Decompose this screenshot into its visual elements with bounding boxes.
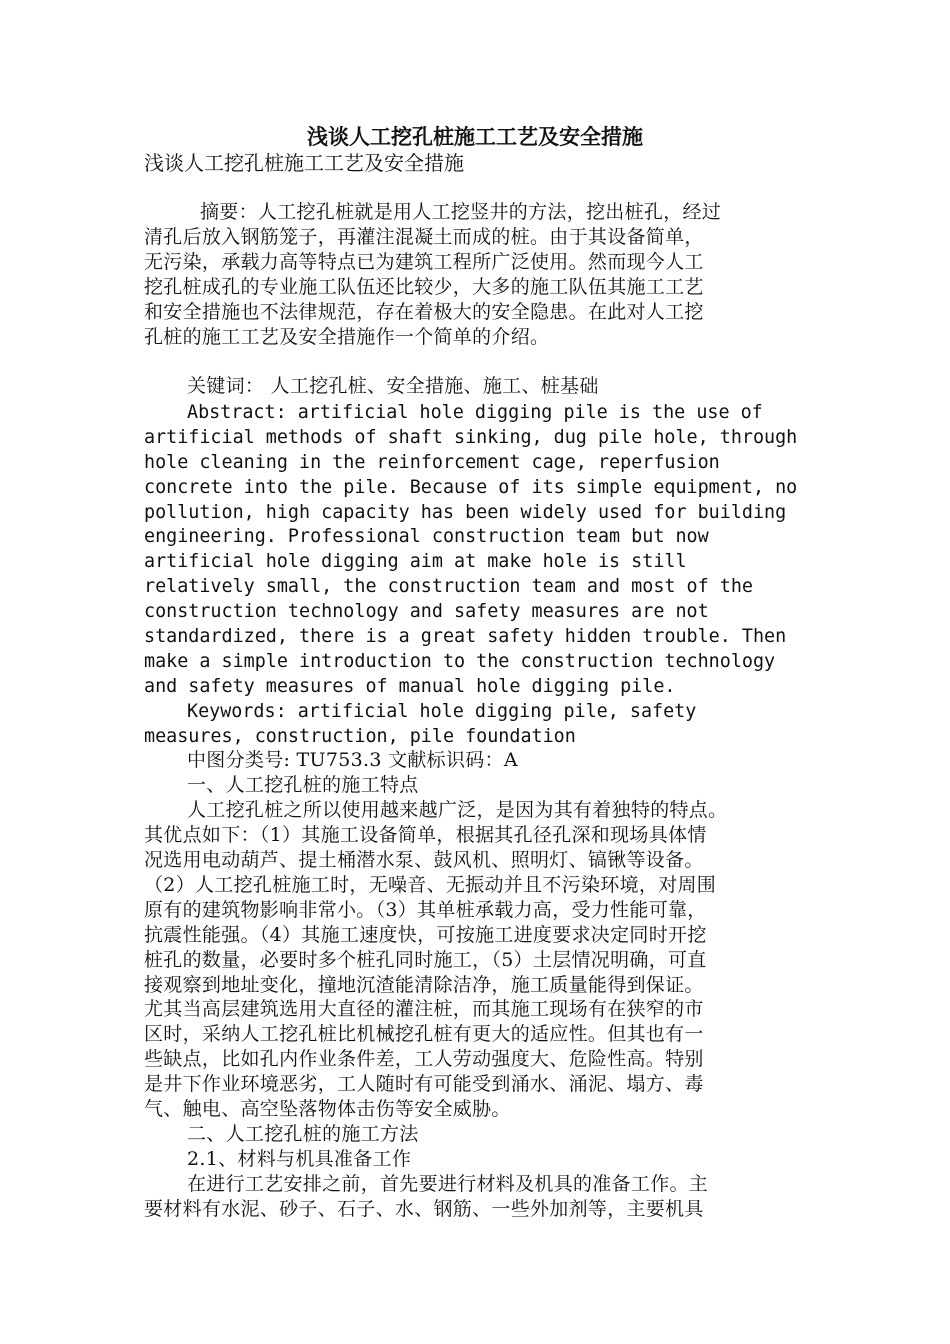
body-line: 桩孔的数量，必要时多个桩孔同时施工，（5）土层情况明确，可直	[144, 949, 707, 971]
body-line: 区时，采纳人工挖孔桩比机械挖孔桩有更大的适应性。但其也有一	[144, 1023, 704, 1045]
document-title: 浅谈人工挖孔桩施工工艺及安全措施	[307, 124, 643, 149]
abstract-cn-line: 挖孔桩成孔的专业施工队伍还比较少，大多的施工队伍其施工工艺	[144, 276, 704, 298]
keywords-en-line: Keywords: artificial hole digging pile, safety	[187, 701, 697, 722]
abstract-en-line: artificial hole digging aim at make hole is still	[144, 551, 687, 572]
abstract-cn-line: 孔桩的施工工艺及安全措施作一个简单的介绍。	[144, 326, 550, 348]
abstract-en-line: relatively small, the construction team and most of the	[144, 576, 753, 597]
abstract-en-line: make a simple introduction to the construction technology	[144, 651, 776, 672]
keywords-cn: 关键词： 人工挖孔桩、安全措施、施工、桩基础	[187, 375, 599, 397]
abstract-en-line: construction technology and safety measures are not	[144, 601, 709, 622]
abstract-en-line: hole cleaning in the reinforcement cage, reperfusion	[144, 452, 720, 473]
abstract-en-line: pollution, high capacity has been widely used for building	[144, 502, 787, 523]
body-line: 在进行工艺安排之前，首先要进行材料及机具的准备工作。主	[187, 1173, 709, 1195]
abstract-cn-line: 和安全措施也不法律规范，存在着极大的安全隐患。在此对人工挖	[144, 301, 704, 323]
keywords-en-line: measures, construction, pile foundation	[144, 726, 576, 747]
abstract-cn-line: 无污染，承载力高等特点已为建筑工程所广泛使用。然而现今人工	[144, 251, 704, 273]
body-line: 其优点如下：（1）其施工设备简单，根据其孔径孔深和现场具体情	[144, 824, 707, 846]
body-line: 些缺点，比如孔内作业条件差，工人劳动强度大、危险性高。特别	[144, 1048, 704, 1070]
abstract-en-line: engineering. Professional construction team but now	[144, 526, 709, 547]
classification: 中图分类号: TU753.3 文献标识码：A	[187, 749, 518, 771]
body-line: 原有的建筑物影响非常小。（3）其单桩承载力高，受力性能可靠，	[144, 899, 707, 921]
body-line: 况选用电动葫芦、提土桶潜水泵、鼓风机、照明灯、镐锹等设备。	[144, 849, 704, 871]
body-line: 气、触电、高空坠落物体击伤等安全威胁。	[144, 1098, 511, 1120]
body-line: 是井下作业环境恶劣，工人随时有可能受到涌水、涌泥、塌方、毒	[144, 1073, 704, 1095]
abstract-en-line: Abstract: artificial hole digging pile is the use of	[187, 402, 763, 423]
body-line: 人工挖孔桩之所以使用越来越广泛，是因为其有着独特的特点。	[187, 799, 728, 821]
abstract-cn-line: 清孔后放入钢筋笼子，再灌注混凝土而成的桩。由于其设备简单，	[144, 226, 704, 248]
abstract-en-line: concrete into the pile. Because of its simple equipment, no	[144, 477, 798, 498]
body-line: 接观察到地址变化，撞地沉渣能清除洁净，施工质量能得到保证。	[144, 974, 704, 996]
body-line: 抗震性能强。（4）其施工速度快，可按施工进度要求决定同时开挖	[144, 924, 707, 946]
abstract-en-line: standardized, there is a great safety hidden trouble. Then	[144, 626, 787, 647]
abstract-cn-line: 摘要：人工挖孔桩就是用人工挖竖井的方法，挖出桩孔，经过	[200, 201, 722, 223]
document-subtitle: 浅谈人工挖孔桩施工工艺及安全措施	[144, 151, 464, 175]
section-heading: 二、人工挖孔桩的施工方法	[187, 1123, 419, 1145]
abstract-en-line: and safety measures of manual hole digging pile.	[144, 676, 676, 697]
body-line: （2）人工挖孔桩施工时，无噪音、无振动并且不污染环境，对周围	[144, 874, 717, 896]
body-line: 要材料有水泥、砂子、石子、水、钢筋、一些外加剂等，主要机具	[144, 1198, 704, 1220]
body-line: 尤其当高层建筑选用大直径的灌注桩，而其施工现场有在狭窄的市	[144, 998, 704, 1020]
abstract-en-line: artificial methods of shaft sinking, dug pile hole, through	[144, 427, 798, 448]
section-heading: 一、人工挖孔桩的施工特点	[187, 774, 419, 796]
subsection-heading: 2.1、材料与机具准备工作	[187, 1148, 412, 1170]
